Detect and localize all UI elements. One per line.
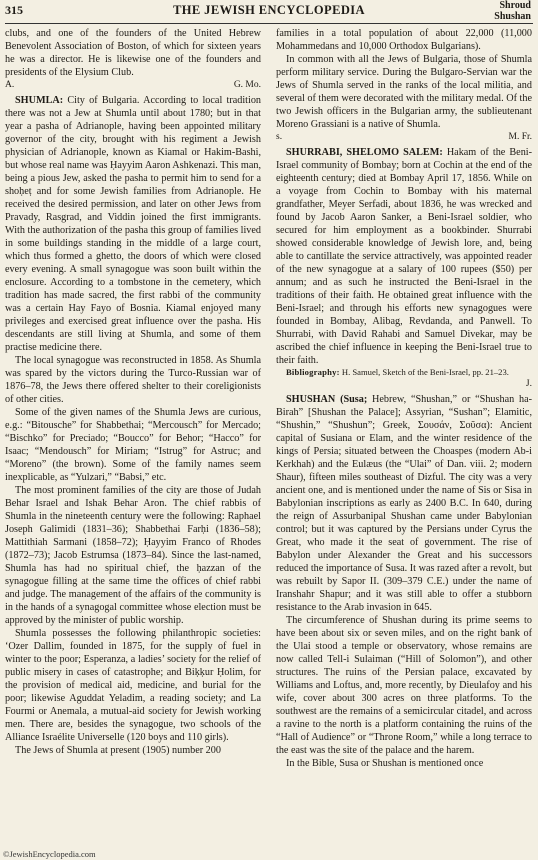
article-shumla [5,94,261,354]
signature-class: s. [276,132,283,142]
article-text: Hebrew, “Shushan,” or “Shushan ha-Birah” [Shushan the Palace]; Assyrian, “Sushan”; Elamitic, “Shushin,” “Shushun”; Greek, Σουσάν, Σοῦσα): Ancient capital of Susiana or Elam, and the winter residence of the kings of Persia; situated between the Choaspes (modern Ab-i Kerkhah) and the Eulæus (the “Ulai” of Dan. viii. 2; modern Shaur), fifteen miles southeast of Dizful. The city was a very ancient one, and is mentioned under the name of Sis or Sisa in Babylonian inscriptions as early as 2400 B.C. In 640, during the reign of Assurbanipal Shushan came under Babylonian control; but it was captured by the Persians under Cyrus the Great, who made it the seat of government. The rise of Babylon under Alexander the Great and his successors reduced the importance of Susa. It was razed after a revolt, but was rebuilt by Sapor II. (309–379 C.E.) under the name of Iranshahr Shapur; and it was still able to offer a stubborn resistance to the Arab invasion in 645. [276,394,532,613]
headword-variant: (Susa; [340,394,368,405]
author-signature [276,131,532,144]
paragraph: families in a total population of about 22,000 (11,000 Mohammedans and 10,000 Orthodox Bulgarians). [276,28,532,52]
bibliography [276,367,532,378]
paragraph: Shumla possesses the following philanthropic societies: ‘Ozer Dallim, founded in 1875, for the supply of fuel in winter to the poor; Esperanza, a ladies’ society for the relief of public misery in cases of catastrophe; and Biḳḳur Ḥolim, for the provision of medical aid, medicine, and burial for the poor; likewise Aguddat Yeladim, a reading society; and La Fourmi or Anemala, a mutual-aid society for Jewish working men. There are, besides the synagogue, two schools of the Alliance Israélite Universelle (120 boys and 110 girls). [5,628,261,743]
paragraph: In the Bible, Susa or Shushan is mentioned once [286,758,484,769]
paragraph: The Jews of Shumla at present (1905) number 200 [15,745,221,756]
page-header [0,0,538,22]
header-rule [5,23,533,24]
article-shurrabi [276,146,532,367]
author-signature [276,378,532,391]
article-shushan [276,393,532,614]
paragraph: In common with all the Jews of Bulgaria, those of Shumla perform military service. During the Bulgaro-Servian war the Jews of Shumla served in the ranks of the local militia, and several of them were decorated with the military medal. Of the two Jewish officers in the Bulgarian army, the sublieutenant Moreno Grassiani is a native of Shumla. [276,54,532,130]
bibliography-text: H. Samuel, Sketch of the Beni-Israel, pp. 21–23. [341,367,509,377]
signature-class: A. [5,80,15,90]
bibliography-label: Bibliography: [286,367,340,377]
running-title: THE JEWISH ENCYCLOPEDIA [173,3,365,17]
signature-initials: M. Fr. [508,132,532,142]
copyright-footer: ©JewishEncyclopedia.com [3,849,96,859]
paragraph: The circumference of Shushan during its prime seems to have been about six or seven miles, and on the right bank of the Ulai stood a temple or observatory, whose remains are now called Tell-i Sulaiman (“Hill of Solomon”), and other structures. The ruins of the Persian palace, excavated by Williams and Loftus, and, more recently, by Dieulafoy and his wife, cover about 300 acres on three platforms. To the southwest are the remains of a semicircular citadel, and across a ravine to the north is a platform containing the ruins of the “Hall of Audience” or “Throne Room,” while a long terrace to the east was the site of the palace and the harem. [276,615,532,756]
signature-initials: G. Mo. [233,80,261,90]
paragraph: The local synagogue was reconstructed in 1858. As Shumla was spared by the victors during the Turco-Russian war of 1876–78, the Jews there offered shelter to their coreligionists of other cities. [5,355,261,405]
left-column [5,27,261,845]
headword: SHUMLA: [15,95,64,106]
paragraph: The most prominent families of the city are those of Judah Behar Israel and Ishak Behar Aron. The chief rabbis of Shumla in the nineteenth century were the following: Raphael Joseph Galimidi (1831–36); Shabbethai Farḥi (1836–58); Mattithiah Sarmani (1858–72); Ḥayyim Franco of Rhodes (1872–73); Jacob Estrumsa (1873–84). Since the last-named, Shumla has had no spiritual chief, the ḥazzan of the synagogue filling at the same time the offices of chief rabbi and judge. The management of the affairs of the community is in the hands of a synagogal committee whose election must be approved by the minister of public worship. [5,485,261,626]
paragraph: Some of the given names of the Shumla Jews are curious, e.g.: “Bitousche” for Shabbethai; “Mercousch” for Mercado; “Bischko” for Preciado; “Boucco” for Behor; “Hacco” for Isaac; “Mendousch” for Miriam; “Istrug” for Astruc; and “Moreno” (the brown). Some of the family names seem inexplicable, as “Yulzari,” “Babsi,” etc. [5,407,261,483]
right-column [276,27,532,845]
signature-initials: J. [525,379,532,389]
guide-word-last: Shushan [494,10,531,22]
author-signature [5,79,261,92]
article-text: City of Bulgaria. According to local tradition there was not a Jew at Shumla until about 1780; but in that year a pasha of Adrianople, having been appointed military governor of the city, brought with his regiment a Jewish physician of Adrianople, known as Kiamal or Hakim-Bashi, but whose real name was Ḥayyim Aaron Ashkenazi. This man, being a pious Jew, asked the pasha to permit him to send for a shoḥeṭ and for some Jewish families from Adrianople. He received the desired permission, and later on other Jews from Pravady, Rasgrad, and Viddin joined the first immigrants. With the authorization of the pasha this group of families lived in some buildings standing in the middle of a large court, which thus formed a ghetto, the doors of which were closed every evening. A small synagogue was soon built within the enclosure. According to a tombstone in the cemetery, which tradition has made sacred, the first rabbi of the community was a certain Hay Fayo of Bosnia. Kiamal enjoyed many privileges and exercised great influence over the pasha. His descendants are still living at Shumla, and some of them practise medicine there. [5,95,261,353]
headword: SHUSHAN [286,394,336,405]
guide-word-first: Shroud [499,0,531,11]
guide-words [494,1,531,22]
page-number: 315 [5,3,23,17]
paragraph: clubs, and one of the founders of the United Hebrew Benevolent Association of Boston, of which for sixteen years he was a director. He is likewise one of the founders and presidents of the Elysium Club. [5,28,261,78]
article-text: Hakam of the Beni-Israel community of Bombay; born at Cochin at the end of the eighteenth century; died at Bombay April 17, 1856. While on a voyage from Cochin to Bombay with his maternal grandfather, Meyer Serfadi, about 1836, he was wrecked and found by Jacob Aaron Sanker, a Beni-Israel soldier, who secured for him employment as a bookbinder. Shurrabi showed considerable knowledge of Jewish lore, and, being able to cantillate the service attractively, was appointed reader of the new synagogue at a salary of 100 rupees ($50) per annum; and as such he instructed the Beni-Israel in the traditions of their faith. He obtained great influence with the Beni-Israel; and through his efforts new synagogues were founded in Bombay, Alibag, Revdanda, and Panwell. To Shurrabi, with David Rahabi and Samuel Divekar, may be ascribed the chief influence in keeping the Beni-Israel true to their faith. [276,147,532,366]
headword: SHURRABI, SHELOMO SALEM: [286,147,443,158]
